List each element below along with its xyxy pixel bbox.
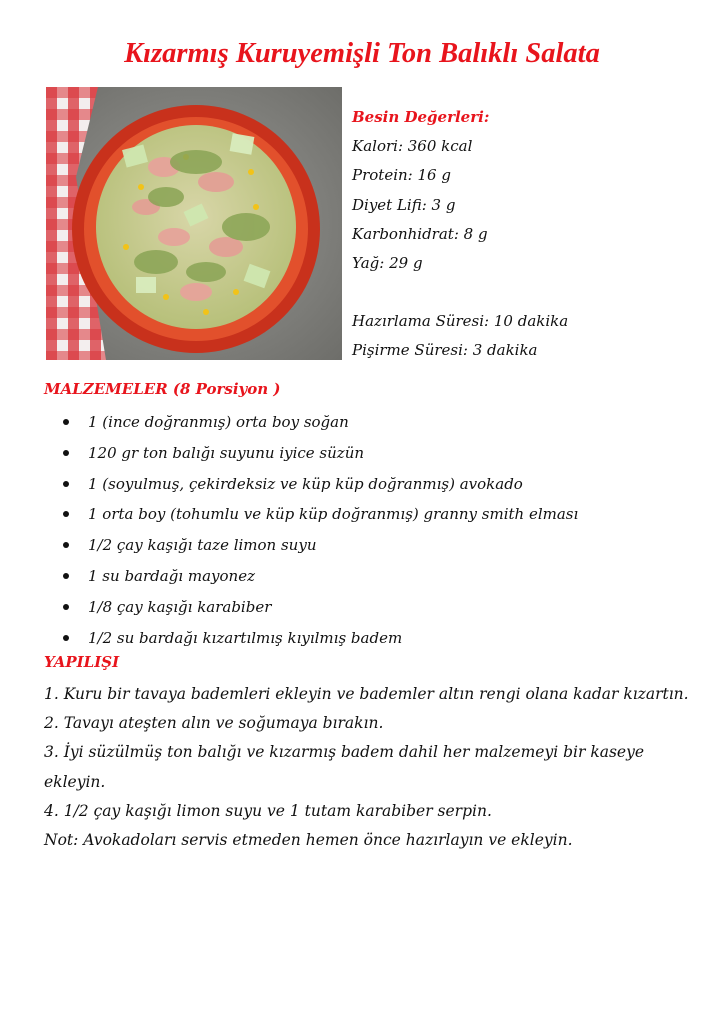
list-item [60,530,578,561]
list-item [60,623,578,654]
bullet-icon [63,604,69,610]
bullet-icon [63,542,69,548]
step-line: 3. İyi süzülmüş ton balığı ve kızarmış badem dahil her malzemeyi bir kaseye [44,743,645,762]
ingredient-text: 120 gr ton balığı suyunu iyice süzün [88,443,365,462]
step-line: 1. Kuru bir tavaya bademleri ekleyin ve bademler altın rengi olana kadar kızartın. [44,685,689,703]
bullet-icon [63,511,69,517]
step-line: ekleyin. [44,772,106,791]
prep-time: Hazırlama Süresi: 10 dakika [352,312,569,331]
nutrition-protein: Protein: 16 g [352,166,451,185]
cook-time: Pişirme Süresi: 3 dakika [352,341,538,360]
ingredients-list [60,407,578,653]
spacer [352,278,712,307]
step-line: 2. Tavayı ateşten alın ve soğumaya bırakın. [44,714,384,733]
bullet-icon [63,573,69,579]
bullet-icon [63,635,69,641]
ingredient-text: 1/8 çay kaşığı karabiber [88,597,272,616]
method-heading: YAPILIŞI [44,653,120,671]
nutrition-heading: Besin Değerleri: [352,108,490,126]
nutrition-fiber: Diyet Lifi: 3 g [352,195,456,214]
list-item [60,407,578,438]
list-item [60,592,578,623]
list-item [60,499,578,530]
nutrition-panel [352,103,712,366]
ingredient-text: 1 (ince doğranmış) orta boy soğan [88,413,349,431]
bullet-icon [63,481,69,487]
method-steps [44,680,714,855]
list-item [60,438,578,469]
bullet-icon [63,450,69,456]
ingredient-text: 1 su bardağı mayonez [88,566,255,585]
note-line: Not: Avokadoları servis etmeden hemen önce hazırlayın ve ekleyin. [44,830,573,849]
ingredient-text: 1/2 çay kaşığı taze limon suyu [88,536,317,555]
step-line: 4. 1/2 çay kaşığı limon suyu ve 1 tutam karabiber serpin. [44,801,492,820]
page-title: Kızarmış Kuruyemişli Ton Balıklı Salata [124,38,600,69]
ingredient-text: 1/2 su bardağı kızartılmış kıyılmış badem [88,628,403,647]
nutrition-carbs: Karbonhidrat: 8 g [352,224,488,243]
list-item [60,561,578,592]
ingredient-text: 1 orta boy (tohumlu ve küp küp doğranmış) granny smith elması [88,505,579,524]
ingredient-text: 1 (soyulmuş, çekirdeksiz ve küp küp doğranmış) avokado [88,474,523,493]
ingredients-heading: MALZEMELER (8 Porsiyon ) [44,380,281,398]
list-item [60,469,578,500]
nutrition-calories: Kalori: 360 kcal [352,137,473,156]
nutrition-fat: Yağ: 29 g [352,253,423,272]
bullet-icon [63,419,69,425]
salad-photo [46,87,342,360]
